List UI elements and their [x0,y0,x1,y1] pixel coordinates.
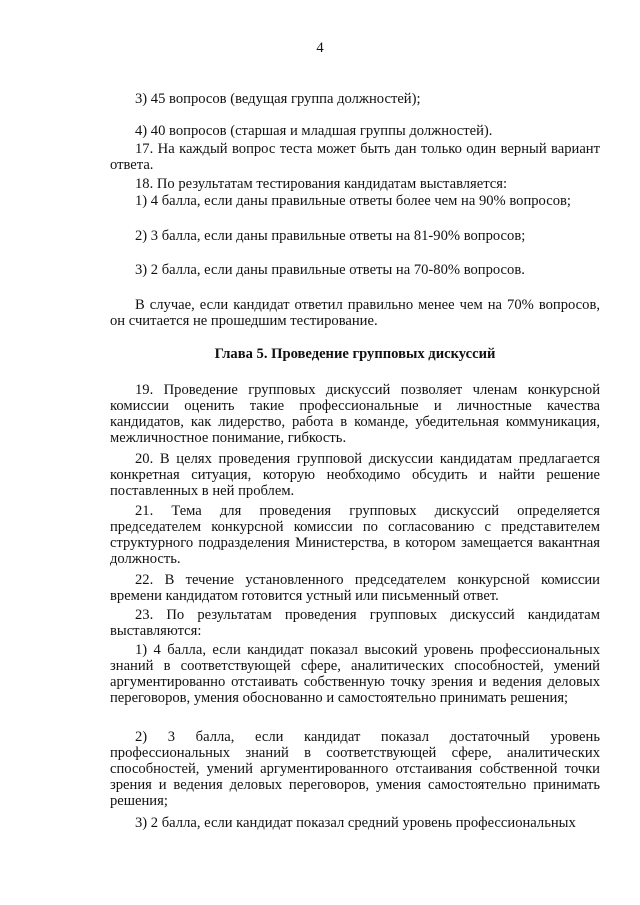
test-score-4: 1) 4 балла, если даны правильные ответы более чем на 90% вопросов; [135,193,571,209]
paragraph-17: 17. На каждый вопрос теста может быть дан только один верный вариант ответа. [110,141,600,173]
paragraph-21: 21. Тема для проведения групповых дискуссий определяется председателем конкурсной комиссии по согласованию с представителем структурного подразделения Министерства, в котором замещается вакантная должность. [110,503,600,567]
paragraph-22: 22. В течение установленного председателем конкурсной комиссии времени кандидатом готовится устный или письменный ответ. [110,572,600,604]
test-item-45-questions: 3) 45 вопросов (ведущая группа должностей); [135,91,421,107]
paragraph-18: 18. По результатам тестирования кандидатам выставляется: [135,176,508,192]
test-score-3: 2) 3 балла, если даны правильные ответы на 81-90% вопросов; [135,228,526,244]
discussion-score-3: 2) 3 балла, если кандидат показал достаточный уровень профессиональных знаний в соответствующей сфере, аналитических способностей, умений аргументированного отстаивания собственной точки зрения и ведения деловых переговоров, умения самостоятельно принимать решения; [110,729,600,809]
paragraph-19: 19. Проведение групповых дискуссий позволяет членам конкурсной комиссии оценить такие профессиональные и личностные качества кандидатов, как лидерство, работа в команде, убедительная коммуникация, межличностное понимание, гибкость. [110,382,600,446]
test-fail-note: В случае, если кандидат ответил правильно менее чем на 70% вопросов, он считается не прошедшим тестирование. [110,297,600,329]
page-number: 4 [316,40,324,56]
chapter-heading: Глава 5. Проведение групповых дискуссий [214,346,496,362]
paragraph-23: 23. По результатам проведения групповых дискуссий кандидатам выставляются: [110,607,600,639]
paragraph-20: 20. В целях проведения групповой дискуссии кандидатам предлагается конкретная ситуация, которую необходимо обсудить и найти решение поставленных в ней проблем. [110,451,600,499]
discussion-score-2: 3) 2 балла, если кандидат показал средний уровень профессиональных [135,815,576,831]
discussion-score-4: 1) 4 балла, если кандидат показал высокий уровень профессиональных знаний в соответствующей сфере, аналитических способностей, умений аргументированно отстаивать собственную точку зрения и ведения деловых переговоров, умения обоснованно и самостоятельно принимать решения; [110,642,600,706]
test-score-2: 3) 2 балла, если даны правильные ответы на 70-80% вопросов. [135,262,525,278]
test-item-40-questions: 4) 40 вопросов (старшая и младшая группы должностей). [135,123,493,139]
